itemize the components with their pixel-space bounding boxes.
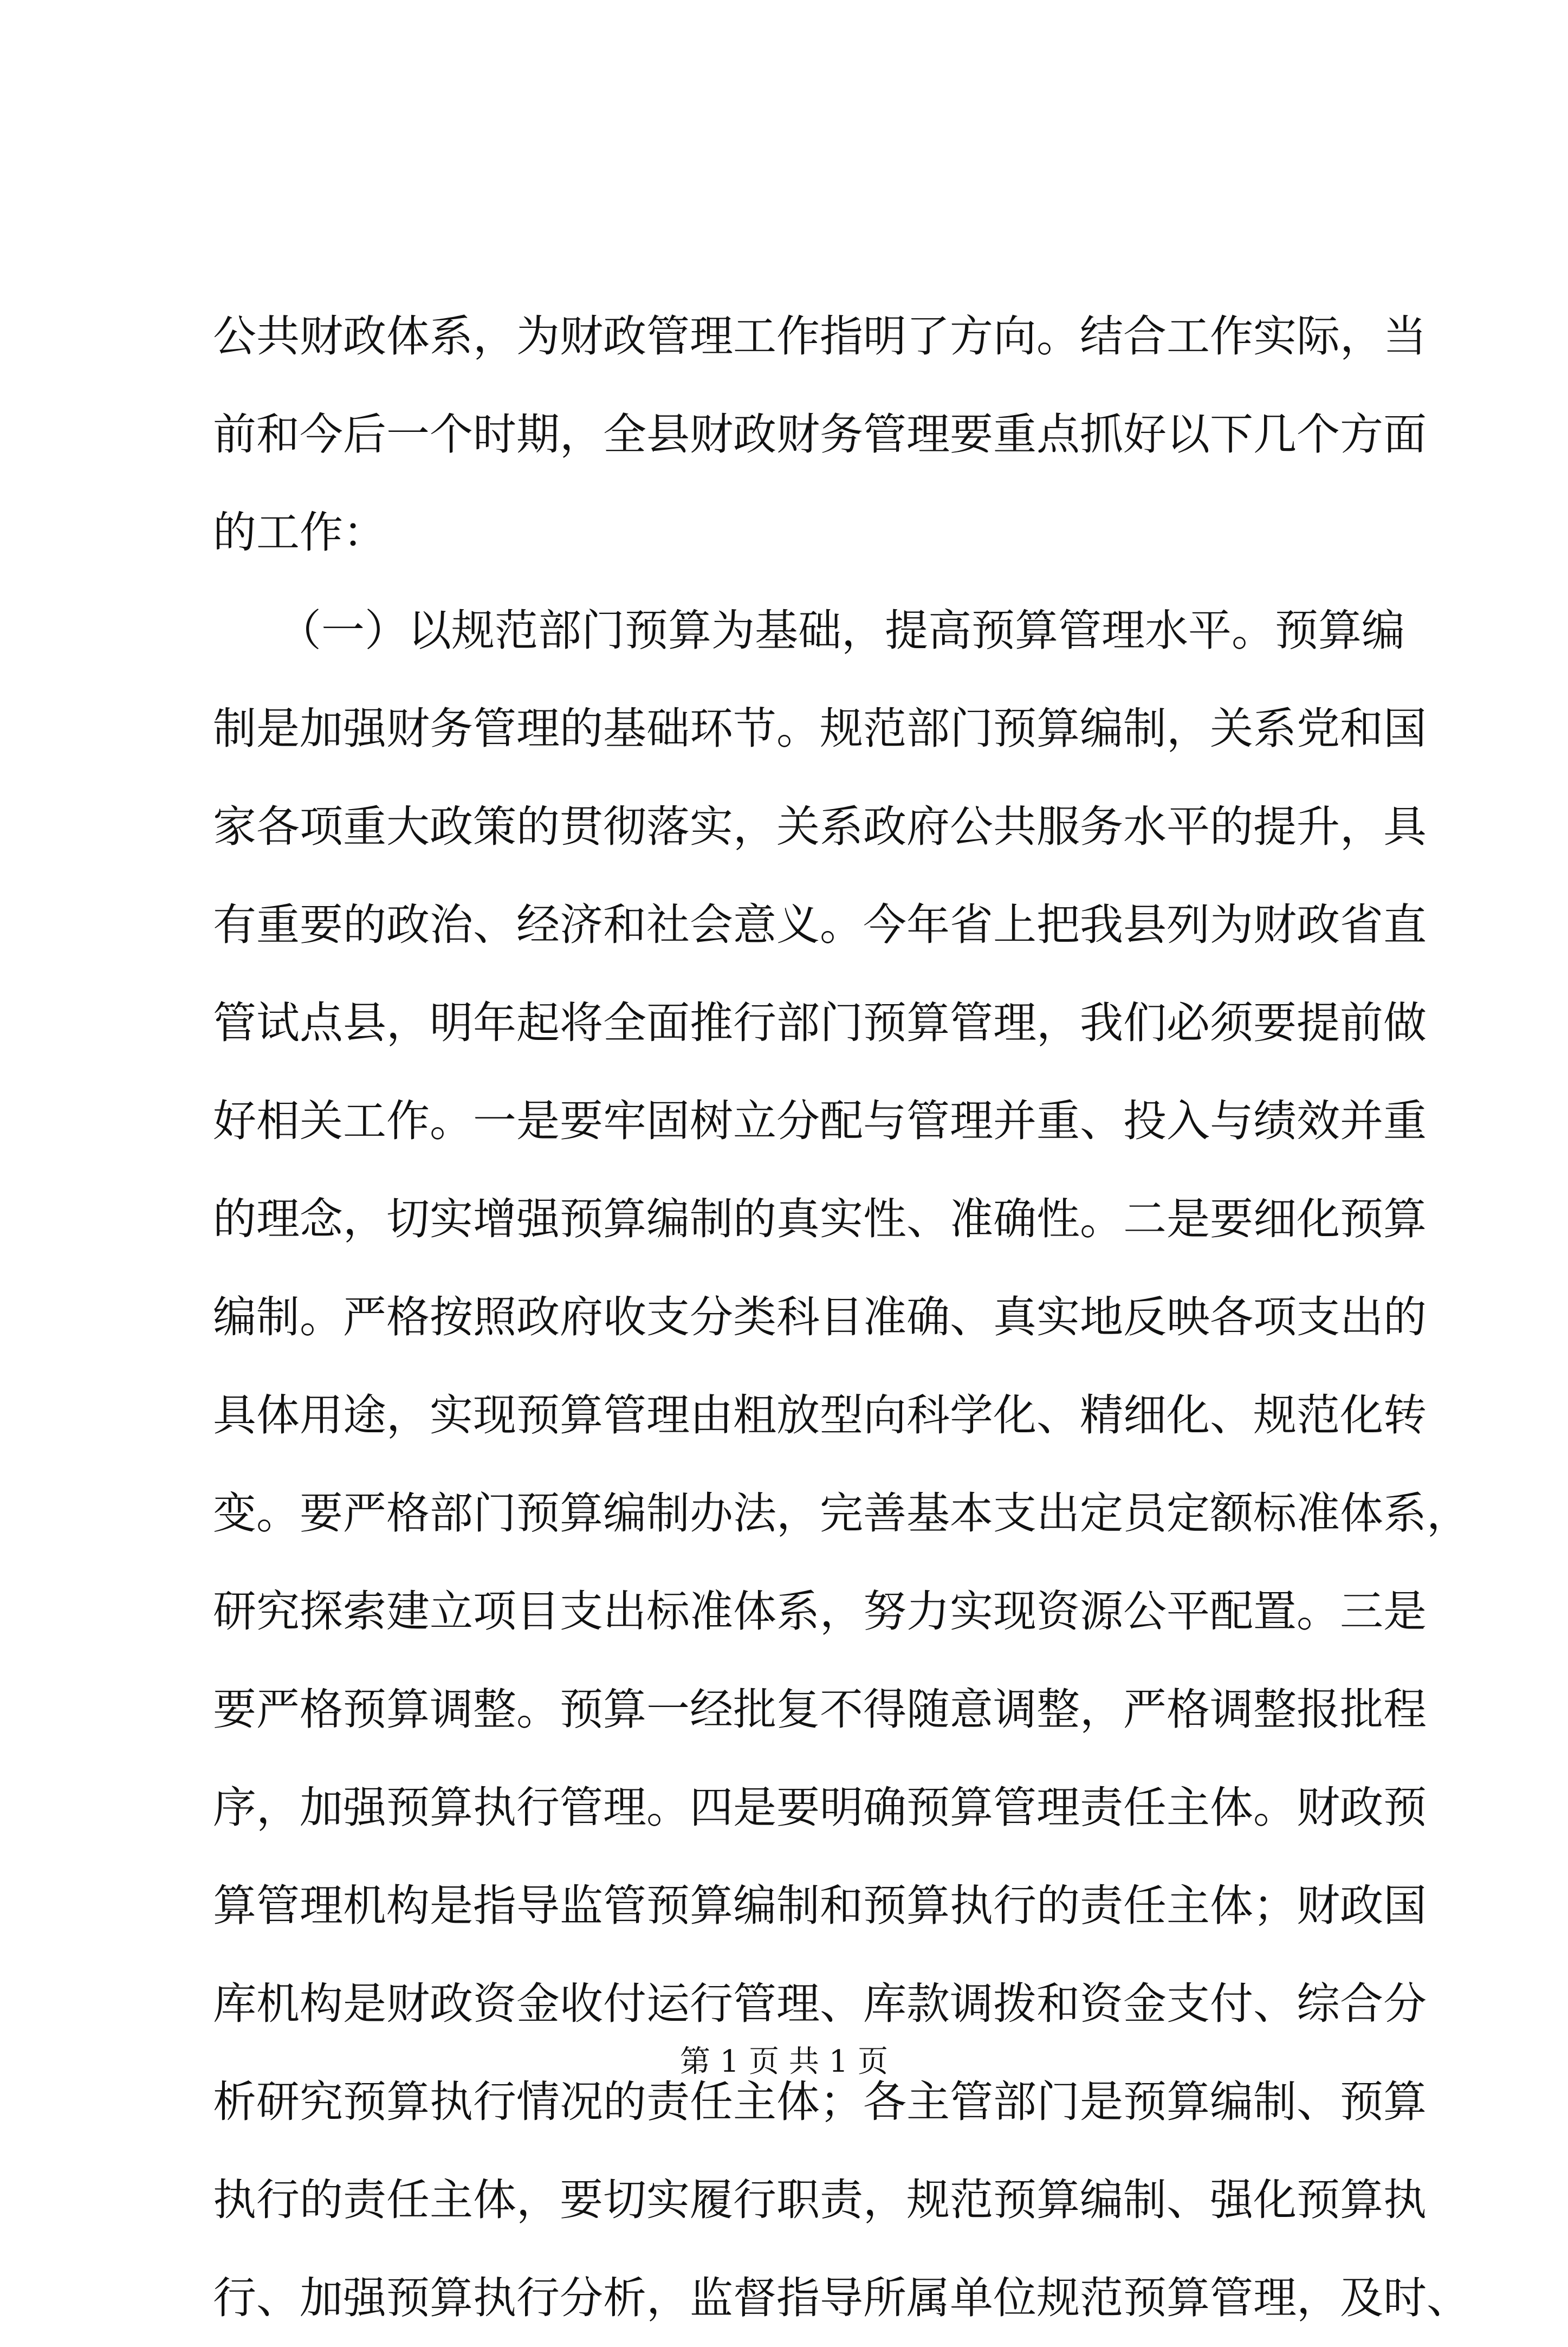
- text-line: 执行的责任主体，要切实履行职责，规范预算编制、强化预算执: [213, 2175, 1427, 2225]
- page-footer: 第 1 页 共 1 页: [679, 2044, 889, 2079]
- text-line: 序，加强预算执行管理。四是要明确预算管理责任主体。财政预: [213, 1782, 1427, 1833]
- text-line: 前和今后一个时期，全县财政财务管理要重点抓好以下几个方面: [213, 409, 1427, 460]
- text-line: （一）以规范部门预算为基础，提高预算管理水平。预算编: [213, 605, 1405, 656]
- text-line: 有重要的政治、经济和社会意义。今年省上把我县列为财政省直: [213, 900, 1427, 950]
- text-line: 的工作：: [213, 507, 386, 558]
- text-line: 行、加强预算执行分析，监督指导所属单位规范预算管理，及时、: [213, 2273, 1470, 2323]
- text-line: 要严格预算调整。预算一经批复不得随意调整，严格调整报批程: [213, 1684, 1427, 1735]
- text-line: 好相关工作。一是要牢固树立分配与管理并重、投入与绩效并重: [213, 1096, 1427, 1146]
- text-line: 析研究预算执行情况的责任主体；各主管部门是预算编制、预算: [213, 2077, 1427, 2127]
- text-line: 变。要严格部门预算编制办法，完善基本支出定员定额标准体系，: [213, 1488, 1470, 1538]
- text-line: 研究探索建立项目支出标准体系，努力实现资源公平配置。三是: [213, 1586, 1427, 1637]
- text-line: 编制。严格按照政府收支分类科目准确、真实地反映各项支出的: [213, 1292, 1427, 1342]
- text-line: 算管理机构是指导监管预算编制和预算执行的责任主体；财政国: [213, 1880, 1427, 1931]
- text-line: 公共财政体系，为财政管理工作指明了方向。结合工作实际，当: [213, 311, 1427, 361]
- text-line: 家各项重大政策的贯彻落实，关系政府公共服务水平的提升，具: [213, 801, 1427, 852]
- text-line: 制是加强财务管理的基础环节。规范部门预算编制，关系党和国: [213, 703, 1427, 754]
- text-line: 具体用途，实现预算管理由粗放型向科学化、精细化、规范化转: [213, 1390, 1427, 1440]
- text-line: 管试点县，明年起将全面推行部门预算管理，我们必须要提前做: [213, 998, 1427, 1048]
- text-line: 库机构是财政资金收付运行管理、库款调拨和资金支付、综合分: [213, 1979, 1427, 2029]
- text-line: 的理念，切实增强预算编制的真实性、准确性。二是要细化预算: [213, 1194, 1427, 1244]
